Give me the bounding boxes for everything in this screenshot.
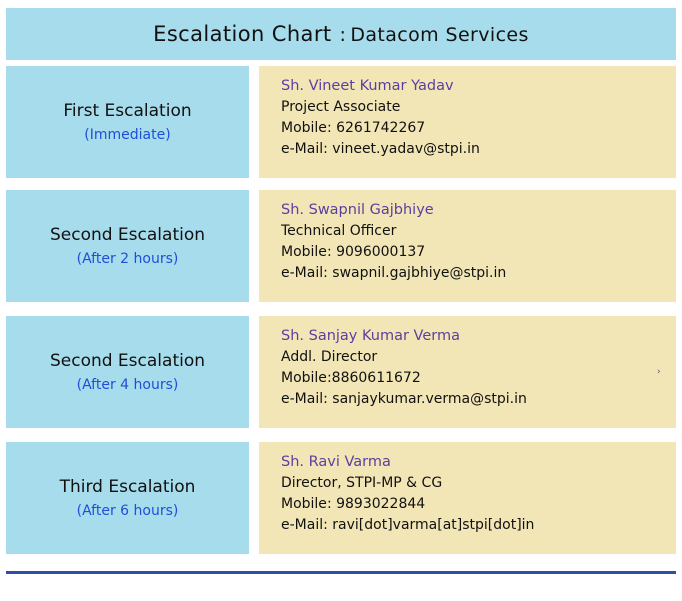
escalation-timing-label: (Immediate) [84,127,171,143]
email-label: e-Mail [281,141,324,157]
escalation-contact-cell [259,442,676,554]
escalation-stage-cell [6,66,249,178]
contact-email-line [281,517,676,533]
page-title-main: Escalation Chart [153,22,332,46]
contact-designation: Technical Officer [281,223,397,239]
escalation-stage-label: Second Escalation [49,225,206,245]
page-title-subtitle: Datacom Services [350,24,529,46]
mobile-colon: : [326,120,337,136]
contact-email-value: swapnil.gajbhiye@stpi.in [332,265,507,281]
escalation-contact-cell [259,66,676,178]
escalation-stage-label: First Escalation [63,101,192,121]
mobile-colon: : [326,244,337,260]
escalation-contact-cell [259,316,676,428]
mobile-colon: : [326,496,337,512]
contact-mobile-value: 8860611672 [331,370,421,386]
mobile-label: Mobile [281,244,327,260]
contact-mobile-line [281,496,676,512]
contact-name: Sh. Ravi Varma [281,454,391,470]
mobile-label: Mobile [281,120,327,136]
contact-email-line [281,141,676,157]
escalation-contact-cell [259,190,676,302]
contact-name: Sh. Swapnil Gajbhiye [281,202,434,218]
contact-email-value: ravi[dot]varma[at]stpi[dot]in [332,517,535,533]
page-title [153,22,529,46]
contact-mobile-line [281,370,676,386]
bottom-divider [6,571,676,574]
contact-email-line [281,265,676,281]
email-colon: : [323,265,333,281]
contact-mobile-value: 9893022844 [336,496,426,512]
email-label: e-Mail [281,265,324,281]
chart-header [6,8,676,60]
email-label: e-Mail [281,517,324,533]
contact-mobile-value: 9096000137 [336,244,426,260]
contact-mobile-value: 6261742267 [336,120,426,136]
escalation-stage-label: Third Escalation [59,477,196,497]
email-colon: : [323,141,333,157]
escalation-row [6,190,676,302]
contact-designation: Director, STPI-MP & CG [281,475,443,491]
escalation-row [6,66,676,178]
email-colon: : [323,517,333,533]
escalation-row [6,442,676,554]
contact-designation: Project Associate [281,99,401,115]
contact-designation: Addl. Director [281,349,378,365]
email-label: e-Mail [281,391,324,407]
escalation-stage-cell [6,190,249,302]
page-mark-icon: › [657,367,661,377]
escalation-stage-cell [6,316,249,428]
contact-mobile-line [281,244,676,260]
contact-name: Sh. Vineet Kumar Yadav [281,78,454,94]
contact-email-value: vineet.yadav@stpi.in [332,141,480,157]
page-title-separator: : [339,24,347,46]
email-colon: : [323,391,333,407]
contact-email-line [281,391,676,407]
mobile-label: Mobile [281,370,327,386]
contact-mobile-line [281,120,676,136]
escalation-timing-label: (After 4 hours) [76,377,179,393]
contact-email-value: sanjaykumar.verma@stpi.in [332,391,527,407]
escalation-stage-label: Second Escalation [49,351,206,371]
escalation-timing-label: (After 2 hours) [76,251,179,267]
mobile-label: Mobile [281,496,327,512]
escalation-timing-label: (After 6 hours) [76,503,179,519]
contact-name: Sh. Sanjay Kumar Verma [281,328,460,344]
escalation-row [6,316,676,428]
escalation-stage-cell [6,442,249,554]
mobile-colon: : [326,370,332,386]
